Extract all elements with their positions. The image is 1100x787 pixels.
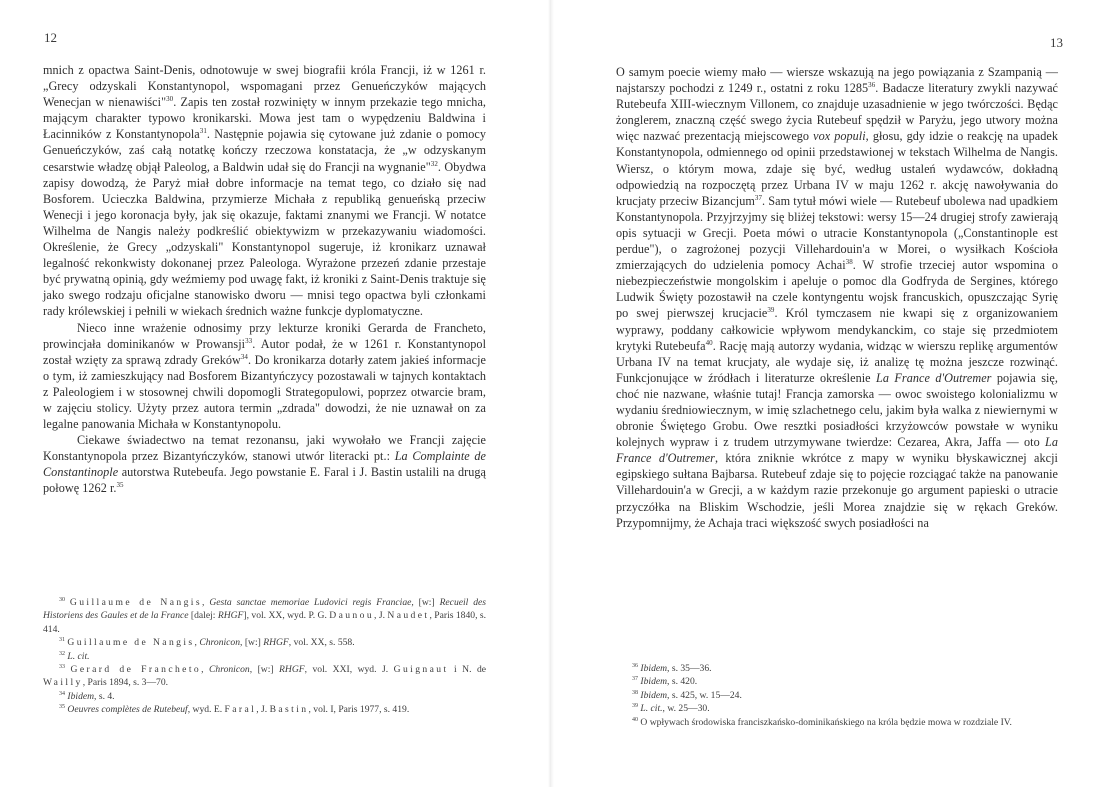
footnote: $^{33}$ Gerard de Francheto, Chronicon, [w:] RHGF, vol. XXI, wyd. J. Guignaut i N. de Wailly, Paris 1894, s. 3—70.	[43, 663, 487, 689]
right-page	[554, 0, 1100, 787]
footnote: $^{37}$ Ibidem, s. 420.	[632, 676, 698, 688]
footnote: $^{35}$ Oeuvres complètes de Rutebeuf, wyd. E. Faral, J. Bastin, vol. I, Paris 1977, s. 419.	[59, 704, 410, 716]
footnote: $^{38}$ Ibidem, s. 425, w. 15—24.	[632, 689, 742, 701]
page-number: 12	[44, 30, 57, 45]
body-text	[616, 64, 1058, 531]
left-page	[0, 0, 548, 787]
footnote: $^{30}$ Guillaume de Nangis, Gesta sanctae memoriae Ludovici regis Franciae, [w:] Recueil des Historiens des Gaules et de la France [dalej: RHGF], vol. XX, wyd. P. G. Daunou, J. Naudet, Paris 1840, s. 414.	[43, 596, 487, 635]
footnotes	[616, 662, 1058, 729]
footnote: $^{34}$ Ibidem, s. 4.	[59, 690, 115, 702]
footnote: $^{31}$ Guillaume de Nangis, Chronicon, [w:] RHGF, vol. XX, s. 558.	[59, 637, 355, 649]
page-number: 13	[1050, 35, 1063, 50]
paragraph: Nieco inne wrażenie odnosimy przy lekturze kroniki Gerarda de Francheto, prowincjała dominikanów w Prowansji$^{33}$. Autor podał, że w 1261 r. Konstantynopol został wzięty za sprawą zdrady Greków$^{34}$. Do kronikarza dotarły zatem jakieś informacje o tym, iż zamieszkujący nad Bosforem Bizantyńczycy pozostawali w tajnych kontaktach z Paleologiem i w stosownej chwili dopomogli Strategopulowi, poprzez otwarcie bram, w zajęciu stolicy. Użyty przez autora termin „zdrada" dowodzi, że nie uznawał on za legalne panowania Michała w Konstantynopolu.	[43, 320, 486, 432]
footnote: $^{39}$ L. cit., w. 25—30.	[632, 703, 710, 715]
body-text	[43, 62, 486, 497]
footnote: $^{32}$ L. cit.	[59, 650, 90, 662]
paragraph: Ciekawe świadectwo na temat rezonansu, jaki wywołało we Francji zajęcie Konstantynopola przez Bizantyńczyków, stanowi utwór literacki pt.: La Complainte de Constantinople autorstwa Rutebeufa. Jego powstanie E. Faral i J. Bastin ustalili na drugą połowę 1262 r.$^{35}$	[43, 433, 486, 496]
footnote: $^{40}$ O wpływach środowiska franciszkańsko-dominikańskiego na króla będzie mowa w rozdziale IV.	[632, 716, 1012, 728]
footnote: $^{36}$ Ibidem, s. 35—36.	[632, 662, 712, 674]
paragraph: mnich z opactwa Saint-Denis, odnotowuje w swej biografii króla Francji, iż w 1261 r. „Grecy odzyskali Konstantynopol, wspomagani przez Genueńczyków mających Wenecjan w nienawiści"$^{30}$. Zapis ten został rozwinięty w innym przekazie tego mnicha, mającym charakter typowo kronikarski. Mowa jest tam o wypędzeniu Baldwina i Łacinników z Konstantynopola$^{31}$. Następnie pojawia się cytowane już zdanie o pomocy Genueńczyków, zaś całą notatkę kończy rzeczowa konstatacja, że „w odzyskanym cesarstwie władzę objął Paleolog, a Baldwin udał się do Francji na wygnanie"$^{32}$. Obydwa zapisy dowodzą, że Paryż miał dobre informacje na temat tego, co działo się nad Bosforem. Ucieczka Baldwina, przymierze Michała z republiką genueńską przeciw Wenecji i jego koronacja były, jak się okazuje, faktami znanymi we Francji. W notatce Wilhelma de Nangis należy podkreślić obiektywizm w przekazywaniu wiadomości. Określenie, że Grecy „odzyskali" Konstantynopol sugeruje, iż kronikarz uznawał legalność rekonkwisty dokonanej przez Paleologa. Wyrażone przezeń zdanie przestaje być prywatną opinią, gdy weźmiemy pod uwagę fakt, iż kroniki z Saint-Denis traktuje się jako swego rodzaju oficjalne stanowisko dworu — mnisi tego opactwa byli członkami rady królewskiej i pełnili w wiekach średnich ważne funkcje dyplomatyczne.	[43, 63, 486, 319]
footnotes	[43, 596, 486, 717]
paragraph: O samym poecie wiemy mało — wiersze wskazują na jego powiązania z Szampanią — najstarszy pochodzi z 1249 r., ostatni z roku 1285$^{36}$. Badacze literatury zwykli nazywać Rutebeufa XIII-wiecznym Villonem, co znajduje uzasadnienie w jego twórczości. Będąc żonglerem, znaczną część swego życia Rutebeuf spędził w Paryżu, jego utwory można więc nazwać prezentacją miejscowego vox populi, głosu, gdy idzie o reakcję na upadek Konstantynopola, odmiennego od opinii przedstawionej w tekstach Wilhelma de Nangis. Wiersz, o którym mowa, zdaje się być, według ustaleń wydawców, dokładną odpowiedzią na rozpoczętą przez Urbana IV w maju 1262 r. akcję nawoływania do krucjaty przeciw Bizancjum$^{37}$. Sam tytuł mówi wiele — Rutebeuf ubolewa nad upadkiem Konstantynopola. Przyjrzyjmy się bliżej tekstowi: wersy 15—24 drugiej strofy zawierają opis sytuacji w Grecji. Poeta mówi o utracie Konstantynopola („Constantinople est perdue"), o zagrożonej pozycji Villehardouin'a w Morei, o wysiłkach Kościoła zmierzających do udzielenia pomocy Achai$^{38}$. W strofie trzeciej autor wspomina o niebezpieczeństwie mongolskim i apeluje o pomoc dla Godfryda de Sergines, którego Ludwik Święty pozostawił na czele kontyngentu wojsk francuskich, opuszczając Syrię po swej pierwszej krucjacie$^{39}$. Król tymczasem nie kwapi się z organizowaniem wyprawy, poddany całkowicie wpływom mendykanckim, co staje się przedmiotem krytyki Rutebeufa$^{40}$. Rację mają autorzy wydania, widząc w wierszu replikę argumentów Urbana IV na temat krucjaty, ale wydaje się, iż analizę tę można jeszcze rozwinąć. Funkcjonujące w źródłach i literaturze określenie La France d'Outremer pojawia się, choć nie nazwane, właśnie tutaj! Francja zamorska — owoc swoistego kolonializmu w wydaniu średniowiecznym, w imię szlachetnego celu, jakim była walka z niewiernymi w obronie Świętego Grobu. Owe resztki posiadłości krzyżowców powstałe w wyniku kolejnych wypraw i z trudem utrzymywane twierdze: Cezarea, Akra, Jaffa — oto La France d'Outremer, która zniknie wkrótce z mapy w wyniku błyskawicznej akcji egipskiego sułtana Bajbarsa. Rutebeuf zdaje się to pojęcie rozciągać także na panowanie Villehardouin'a w Grecji, a w każdym razie przekonuje go argument papieski o utracie przyczółka na Bliskim Wschodzie, jeśli Morea znajdzie się w rękach Greków. Przypomnijmy, że Achaja traci większość swych posiadłości na	[616, 65, 1058, 530]
